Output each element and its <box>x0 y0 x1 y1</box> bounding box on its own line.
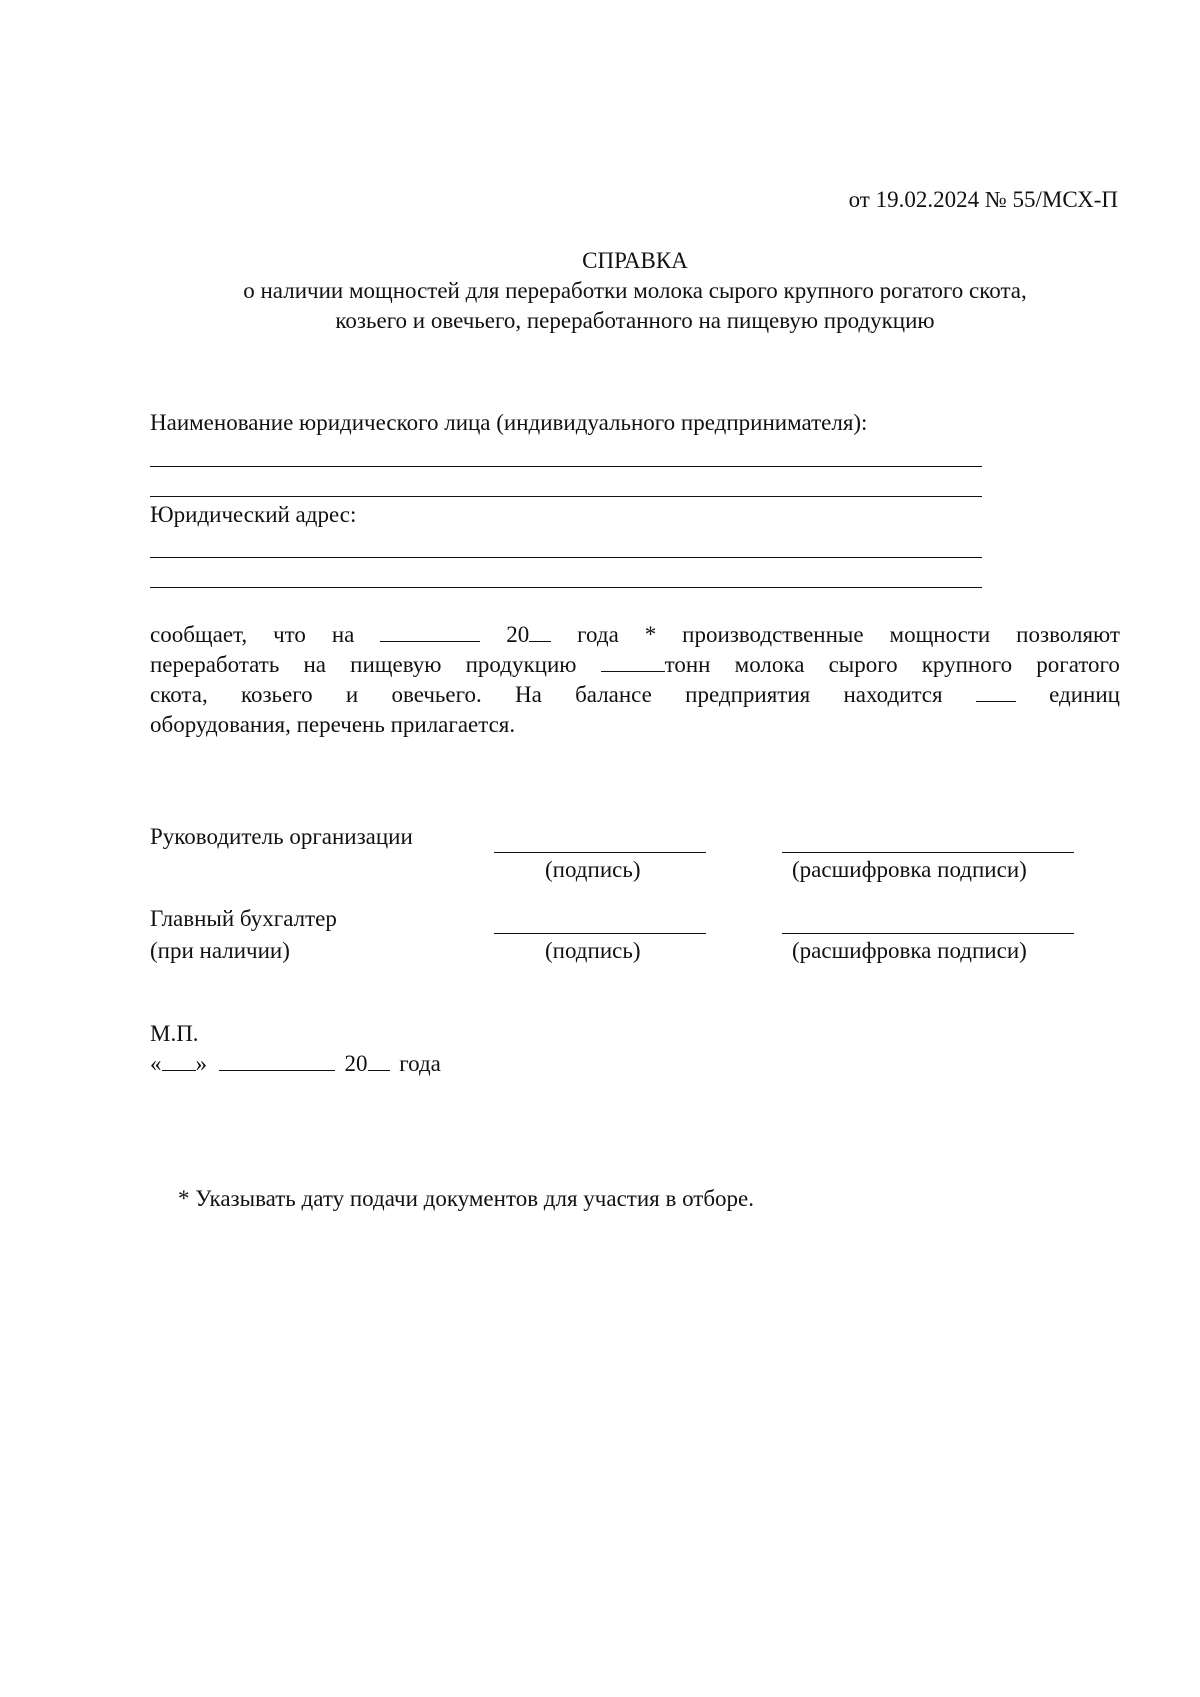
open-quote: « <box>150 1051 162 1076</box>
accountant-signature-caption: (подпись) <box>545 938 641 963</box>
body-word: производственные <box>682 622 864 647</box>
body-word: оборудования, перечень прилагается. <box>150 712 516 737</box>
body-line-4 <box>150 710 1120 740</box>
legal-name-line-1[interactable] <box>150 466 982 467</box>
year-blank[interactable] <box>368 1050 390 1071</box>
body-word: козьего <box>240 682 313 707</box>
year-fragment <box>506 620 551 650</box>
accountant-decoding-caption: (расшифровка подписи) <box>792 938 1027 963</box>
document-reference: от 19.02.2024 № 55/МСХ-П <box>848 187 1118 212</box>
body-word: года <box>577 622 619 647</box>
footnote: * Указывать дату подачи документов для участия в отборе. <box>178 1186 754 1211</box>
body-word: пищевую <box>350 652 442 677</box>
year-prefix: 20 <box>506 622 530 647</box>
footnote-mark: * <box>644 622 657 647</box>
body-word: крупного <box>921 652 1013 677</box>
body-word: находится <box>843 682 943 707</box>
date-blank[interactable] <box>380 621 480 642</box>
document-subtitle-line-1: о наличии мощностей для переработки молока сырого крупного рогатого скота, <box>243 278 1027 303</box>
close-quote: » <box>195 1051 207 1076</box>
body-word: что <box>273 622 306 647</box>
legal-address-line-2[interactable] <box>150 587 982 588</box>
body-word: рогатого <box>1036 652 1120 677</box>
month-blank[interactable] <box>219 1050 335 1071</box>
signing-date <box>150 1050 441 1078</box>
equipment-count-blank[interactable] <box>976 681 1016 702</box>
body-word: скота, <box>150 682 208 707</box>
year-prefix: 20 <box>344 1051 368 1076</box>
tonnage-fragment <box>601 650 711 680</box>
legal-name-label: Наименование юридического лица (индивидуального предпринимателя): <box>150 410 868 435</box>
body-paragraph <box>150 620 1120 740</box>
body-word: единиц <box>1049 682 1120 707</box>
body-line-3 <box>150 680 1120 710</box>
body-line-2 <box>150 650 1120 680</box>
body-line-1 <box>150 620 1120 650</box>
legal-name-line-2[interactable] <box>150 496 982 497</box>
accountant-label: Главный бухгалтер <box>150 906 337 931</box>
body-word: на <box>303 652 327 677</box>
accountant-decoding-line[interactable] <box>782 933 1074 934</box>
document-subtitle-line-2: козьего и овечьего, переработанного на пищевую продукцию <box>335 308 935 333</box>
body-word: мощности <box>889 622 991 647</box>
body-word: позволяют <box>1016 622 1120 647</box>
year-word: года <box>399 1051 441 1076</box>
legal-address-line-1[interactable] <box>150 557 982 558</box>
body-word: и <box>345 682 359 707</box>
body-word: продукцию <box>465 652 577 677</box>
head-signature-caption: (подпись) <box>545 857 641 882</box>
body-word: сообщает, <box>150 622 248 647</box>
stamp-label: М.П. <box>150 1021 199 1046</box>
tonnage-blank[interactable] <box>601 651 665 672</box>
title-block <box>150 246 1120 336</box>
body-word: переработать <box>150 652 280 677</box>
body-word: тонн <box>664 652 711 677</box>
body-word: предприятия <box>685 682 811 707</box>
document-title: СПРАВКА <box>582 248 688 273</box>
head-decoding-line[interactable] <box>782 852 1074 853</box>
body-word: на <box>331 622 355 647</box>
head-signature-line[interactable] <box>494 852 706 853</box>
year-blank[interactable] <box>529 621 551 642</box>
head-decoding-caption: (расшифровка подписи) <box>792 857 1027 882</box>
accountant-note: (при наличии) <box>150 938 290 963</box>
body-word: овечьего. <box>391 682 482 707</box>
body-word: молока <box>734 652 805 677</box>
day-blank[interactable] <box>162 1050 196 1071</box>
legal-address-label: Юридический адрес: <box>150 502 357 527</box>
body-word: балансе <box>575 682 652 707</box>
body-word: На <box>514 682 542 707</box>
accountant-signature-line[interactable] <box>494 933 706 934</box>
body-word: сырого <box>828 652 898 677</box>
head-label: Руководитель организации <box>150 824 413 849</box>
